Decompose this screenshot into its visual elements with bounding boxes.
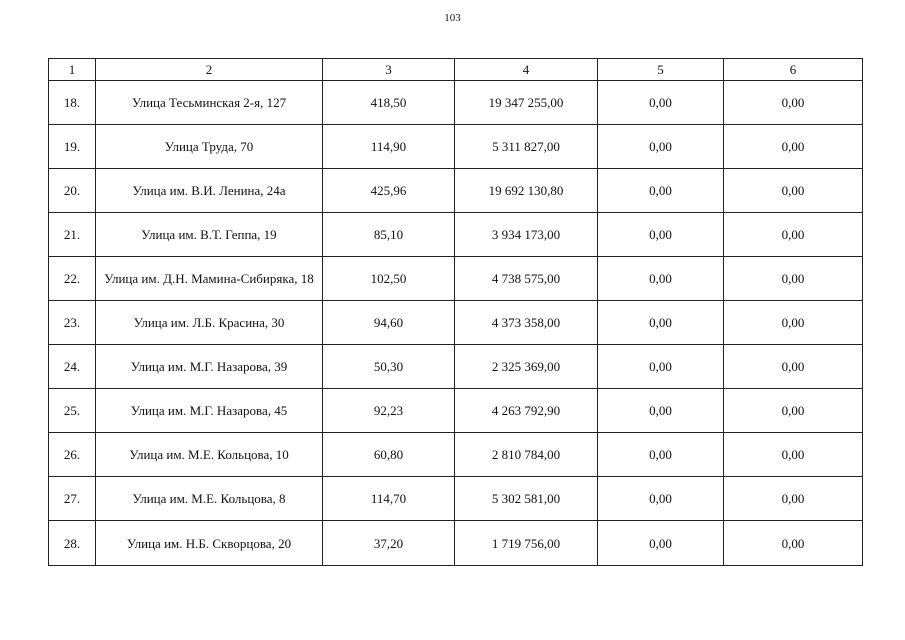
row-number: 18. [49, 81, 96, 125]
street-address: Улица им. Л.Б. Красина, 30 [96, 301, 323, 345]
amount-value: 19 347 255,00 [455, 81, 598, 125]
column-6-value: 0,00 [724, 213, 863, 257]
street-address: Улица им. М.Е. Кольцова, 10 [96, 433, 323, 477]
table-row [49, 477, 863, 521]
table-row [49, 389, 863, 433]
table-row [49, 257, 863, 301]
table-row [49, 301, 863, 345]
area-value: 94,60 [323, 301, 455, 345]
column-6-value: 0,00 [724, 389, 863, 433]
column-5-value: 0,00 [598, 169, 724, 213]
amount-value: 5 302 581,00 [455, 477, 598, 521]
column-5-value: 0,00 [598, 477, 724, 521]
column-5-value: 0,00 [598, 301, 724, 345]
area-value: 92,23 [323, 389, 455, 433]
area-value: 418,50 [323, 81, 455, 125]
column-6-value: 0,00 [724, 301, 863, 345]
area-value: 60,80 [323, 433, 455, 477]
row-number: 23. [49, 301, 96, 345]
header-cell-4: 4 [455, 59, 598, 81]
amount-value: 4 263 792,90 [455, 389, 598, 433]
street-address: Улица Тесьминская 2-я, 127 [96, 81, 323, 125]
area-value: 85,10 [323, 213, 455, 257]
row-number: 25. [49, 389, 96, 433]
street-address: Улица им. Д.Н. Мамина-Сибиряка, 18 [96, 257, 323, 301]
column-5-value: 0,00 [598, 125, 724, 169]
table-row [49, 81, 863, 125]
table-row [49, 169, 863, 213]
table-row [49, 125, 863, 169]
area-value: 50,30 [323, 345, 455, 389]
amount-value: 2 325 369,00 [455, 345, 598, 389]
area-value: 114,70 [323, 477, 455, 521]
column-5-value: 0,00 [598, 433, 724, 477]
street-address: Улица им. В.И. Ленина, 24а [96, 169, 323, 213]
column-6-value: 0,00 [724, 345, 863, 389]
area-value: 102,50 [323, 257, 455, 301]
column-6-value: 0,00 [724, 477, 863, 521]
street-address: Улица им. М.Г. Назарова, 45 [96, 389, 323, 433]
amount-value: 4 373 358,00 [455, 301, 598, 345]
column-6-value: 0,00 [724, 81, 863, 125]
amount-value: 3 934 173,00 [455, 213, 598, 257]
header-cell-1: 1 [49, 59, 96, 81]
street-address: Улица им. В.Т. Геппа, 19 [96, 213, 323, 257]
column-5-value: 0,00 [598, 389, 724, 433]
column-6-value: 0,00 [724, 433, 863, 477]
header-cell-6: 6 [724, 59, 863, 81]
column-5-value: 0,00 [598, 81, 724, 125]
area-value: 37,20 [323, 521, 455, 566]
street-address: Улица Труда, 70 [96, 125, 323, 169]
address-table [48, 58, 863, 566]
header-cell-2: 2 [96, 59, 323, 81]
amount-value: 2 810 784,00 [455, 433, 598, 477]
table-row [49, 521, 863, 566]
column-6-value: 0,00 [724, 125, 863, 169]
column-5-value: 0,00 [598, 257, 724, 301]
header-cell-5: 5 [598, 59, 724, 81]
column-6-value: 0,00 [724, 257, 863, 301]
column-5-value: 0,00 [598, 345, 724, 389]
street-address: Улица им. М.Е. Кольцова, 8 [96, 477, 323, 521]
row-number: 28. [49, 521, 96, 566]
row-number: 24. [49, 345, 96, 389]
street-address: Улица им. М.Г. Назарова, 39 [96, 345, 323, 389]
table-row [49, 345, 863, 389]
area-value: 114,90 [323, 125, 455, 169]
column-5-value: 0,00 [598, 213, 724, 257]
row-number: 27. [49, 477, 96, 521]
column-6-value: 0,00 [724, 169, 863, 213]
area-value: 425,96 [323, 169, 455, 213]
column-5-value: 0,00 [598, 521, 724, 566]
row-number: 19. [49, 125, 96, 169]
row-number: 21. [49, 213, 96, 257]
row-number: 22. [49, 257, 96, 301]
amount-value: 1 719 756,00 [455, 521, 598, 566]
column-6-value: 0,00 [724, 521, 863, 566]
table-row [49, 433, 863, 477]
page-number: 103 [444, 12, 461, 24]
amount-value: 19 692 130,80 [455, 169, 598, 213]
row-number: 26. [49, 433, 96, 477]
street-address: Улица им. Н.Б. Скворцова, 20 [96, 521, 323, 566]
header-cell-3: 3 [323, 59, 455, 81]
table-row [49, 213, 863, 257]
amount-value: 4 738 575,00 [455, 257, 598, 301]
amount-value: 5 311 827,00 [455, 125, 598, 169]
header-row [49, 59, 863, 81]
row-number: 20. [49, 169, 96, 213]
